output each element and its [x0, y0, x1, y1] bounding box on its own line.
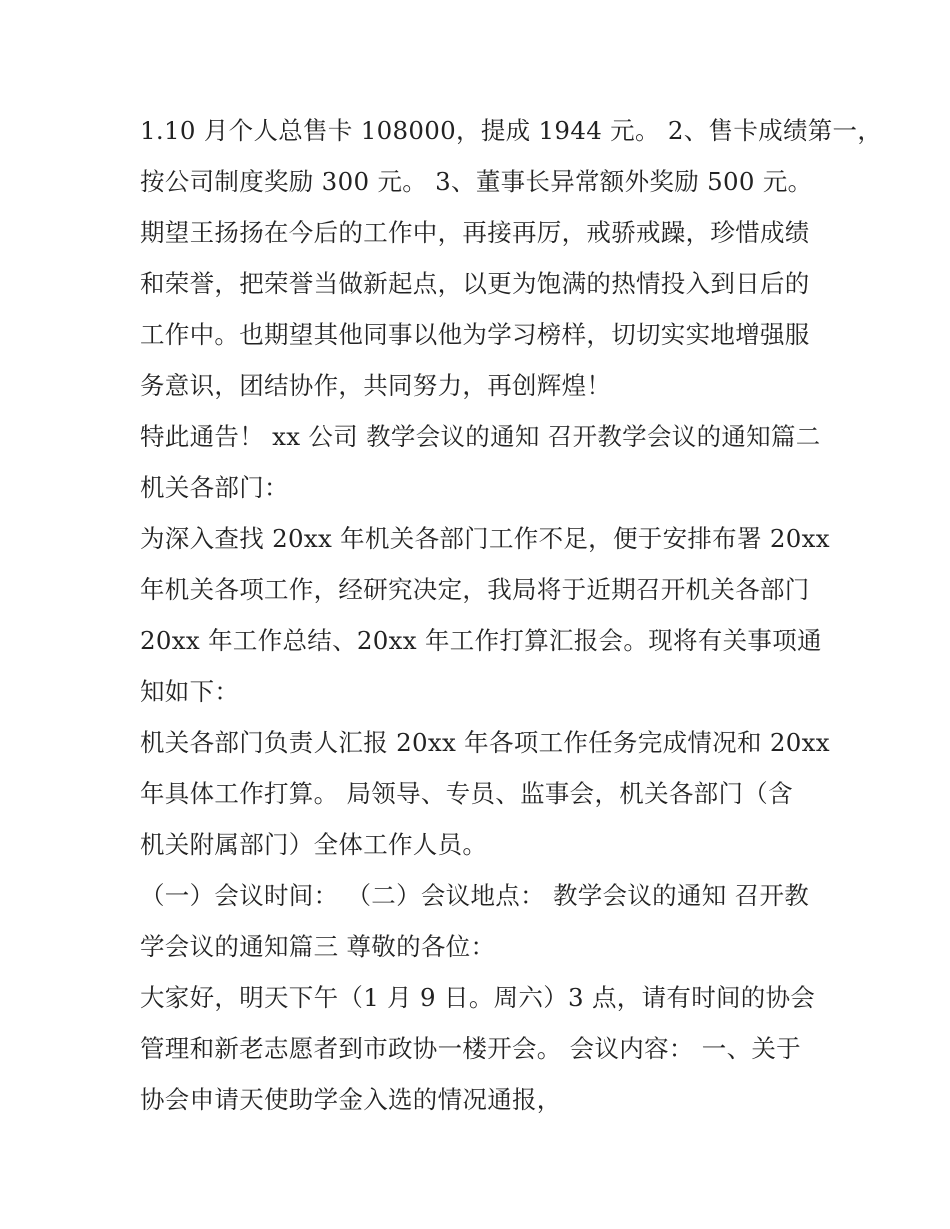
text-line: 管理和新老志愿者到市政协一楼开会。 会议内容： 一、关于 [140, 1034, 801, 1063]
document-body [140, 105, 883, 1125]
text-line: 知如下： [140, 677, 240, 706]
text-line: 特此通告！ xx 公司 教学会议的通知 召开教学会议的通知篇二 [140, 422, 821, 451]
text-line: 机关各部门： [140, 473, 289, 502]
text-line: 机关附属部门）全体工作人员。 [140, 830, 488, 859]
text-line: 年机关各项工作，经研究决定，我局将于近期召开机关各部门 [140, 575, 810, 604]
text-line: 务意识，团结协作，共同努力，再创辉煌！ [140, 371, 612, 400]
text-line: 为深入查找 20xx 年机关各部门工作不足，便于安排布署 20xx [140, 524, 830, 553]
text-line: 大家好，明天下午（1 月 9 日。周六）3 点，请有时间的协会 [140, 983, 816, 1012]
text-line: 按公司制度奖励 300 元。 3、董事长异常额外奖励 500 元。 [140, 167, 813, 196]
text-line: 机关各部门负责人汇报 20xx 年各项工作任务完成情况和 20xx [140, 728, 830, 757]
text-line: 1.10 月个人总售卡 108000，提成 1944 元。 2、售卡成绩第一， [140, 116, 883, 145]
text-line: 年具体工作打算。 局领导、专员、监事会，机关各部门（含 [140, 779, 793, 808]
text-line: 和荣誉，把荣誉当做新起点，以更为饱满的热情投入到日后的 [140, 269, 810, 298]
text-line: （一）会议时间： （二）会议地点： 教学会议的通知 召开教 [140, 881, 810, 910]
text-line: 学会议的通知篇三 尊敬的各位： [140, 932, 496, 961]
text-line: 工作中。也期望其他同事以他为学习榜样，切切实实地增强服 [140, 320, 810, 349]
text-line: 期望王扬扬在今后的工作中，再接再厉，戒骄戒躁，珍惜成绩 [140, 218, 810, 247]
text-line: 20xx 年工作总结、20xx 年工作打算汇报会。现将有关事项通 [140, 626, 822, 655]
text-line: 协会申请天使助学金入选的情况通报， [140, 1085, 562, 1114]
